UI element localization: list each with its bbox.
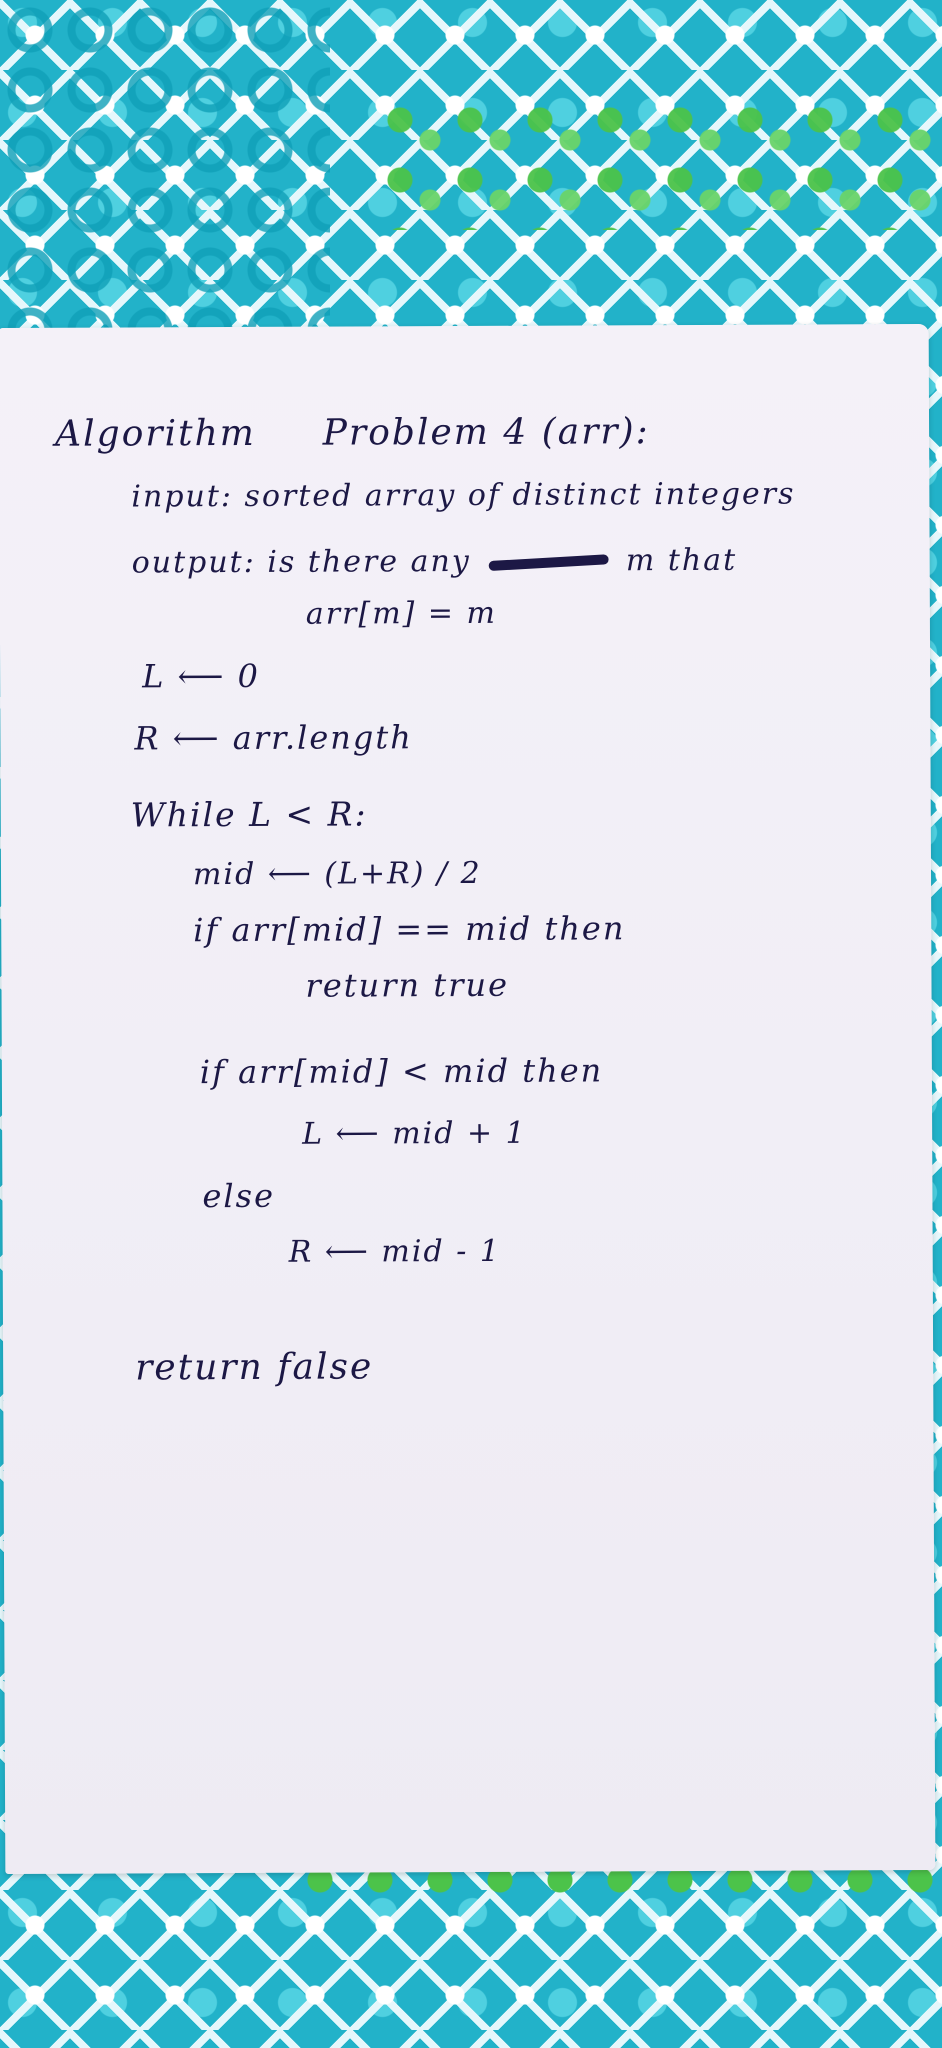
left-arrow-icon: ⟵ bbox=[172, 719, 221, 758]
algorithm-header bbox=[55, 411, 650, 455]
left-arrow-icon: ⟵ bbox=[324, 1234, 370, 1270]
algorithm-title: Algorithm bbox=[55, 412, 256, 455]
tablecloth-flower-pattern-top bbox=[380, 100, 942, 230]
r-update-line: R ⟵ mid - 1 bbox=[288, 1233, 501, 1270]
left-arrow-icon: ⟵ bbox=[335, 1116, 381, 1152]
return-true-line: return true bbox=[305, 965, 510, 1005]
init-l-line: L ⟵ 0 bbox=[142, 656, 261, 696]
output-condition: arr[m] = m bbox=[305, 595, 498, 632]
l-update-line: L ⟵ mid + 1 bbox=[302, 1115, 527, 1152]
if-equal-line: if arr[mid] == mid then bbox=[193, 909, 626, 950]
input-line: input: sorted array of distinct integers bbox=[131, 476, 796, 515]
return-false-line: return false bbox=[135, 1346, 374, 1389]
handwritten-note-paper bbox=[0, 324, 935, 1874]
output-prefix: output: is there any bbox=[131, 543, 471, 581]
else-line: else bbox=[202, 1176, 276, 1216]
init-r-line: R ⟵ arr.length bbox=[134, 718, 413, 758]
left-arrow-icon: ⟵ bbox=[177, 657, 226, 696]
tablecloth-wave-pattern bbox=[0, 0, 330, 330]
algorithm-name: Problem 4 (arr): bbox=[322, 411, 650, 454]
scribbled-out-text bbox=[488, 554, 608, 571]
output-suffix: m that bbox=[625, 542, 738, 579]
if-less-line: if arr[mid] < mid then bbox=[199, 1051, 604, 1092]
while-line: While L < R: bbox=[130, 794, 368, 835]
mid-assign-line: mid ⟵ (L+R) / 2 bbox=[192, 855, 482, 893]
left-arrow-icon: ⟵ bbox=[267, 856, 313, 892]
output-line bbox=[132, 543, 738, 581]
